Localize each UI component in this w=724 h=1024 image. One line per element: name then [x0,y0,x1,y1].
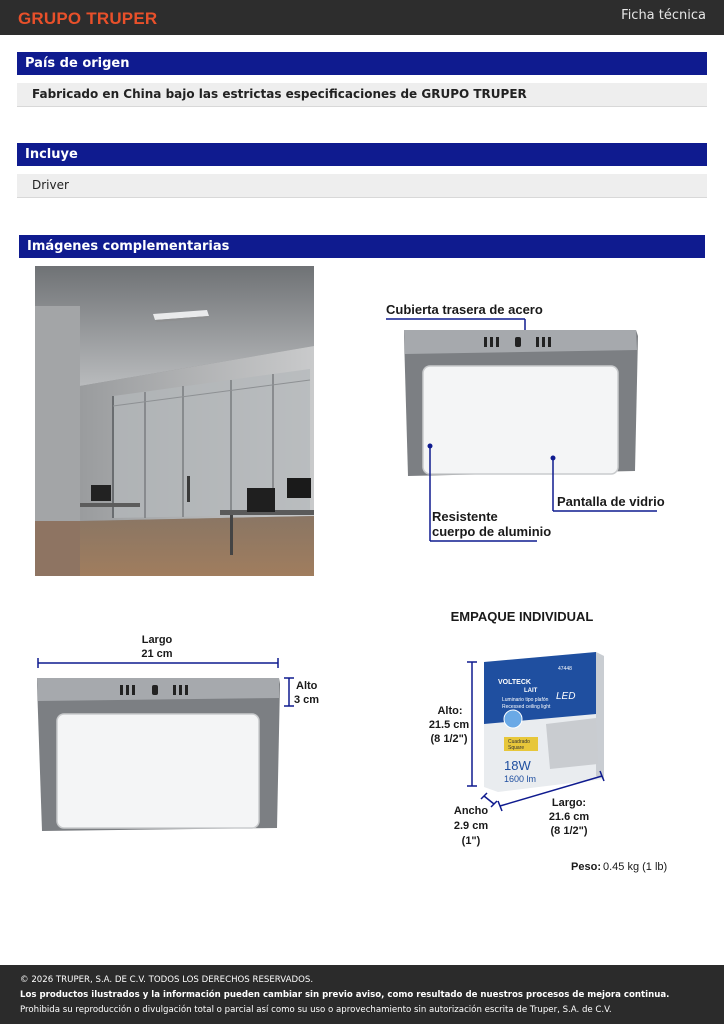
package-largo-in: (8 1/2") [550,825,588,837]
package-alto-cm: 21.5 cm [428,719,470,731]
length-value: 21 cm [141,648,173,660]
box-shape2: Square [508,745,525,751]
package-ancho-cm: 2.9 cm [453,820,489,832]
package-alto-in: (8 1/2") [430,733,468,745]
callout-diagram [380,296,670,552]
section-origin-title: País de origen [17,52,707,75]
package-largo-cm: 21.6 cm [548,811,590,823]
document-type: Ficha técnica [621,8,706,23]
box-shape1: Cuadrado [508,739,530,745]
top-header [0,0,724,35]
page-footer [0,965,724,1024]
package-ancho-in: (1") [461,835,481,847]
package-diagram [418,604,688,876]
callout-glass-screen: Pantalla de vidrio [557,494,665,509]
section-origin-text: Fabricado en China bajo las estrictas especificaciones de GRUPO TRUPER [17,83,707,107]
height-value: 3 cm [294,694,320,706]
package-title: EMPAQUE INDIVIDUAL [450,609,594,624]
footer-copyright: © 2026 TRUPER, S.A. DE C.V. TODOS LOS DERECHOS RESERVADOS. [20,975,314,985]
box-watt: 18W [504,758,531,773]
package-weight-value: 0.45 kg (1 lb) [603,861,668,873]
office-photo [35,266,314,576]
package-weight-label: Peso: [571,861,601,873]
section-images-title: Imágenes complementarias [19,235,705,258]
box-lumen: 1600 lm [504,774,537,784]
box-sub: LAIT [524,688,538,694]
callout-body-line1: Resistente [432,509,498,524]
height-label: Alto [296,680,318,692]
package-ancho-label: Ancho [453,805,489,817]
box-code: 47448 [558,666,572,672]
callout-back-cover: Cubierta trasera de acero [386,302,543,317]
footer-notice: Los productos ilustrados y la información pueden cambiar sin previo aviso, como resultado de nuestros procesos de mejora continua. [20,990,670,1000]
footer-prohibition: Prohibida su reproducción o divulgación total o parcial así como su uso o aprovechamiento sin autorización escrita de Truper, S.A. de C.V. [20,1005,612,1015]
box-led: LED [556,691,576,702]
section-includes-title: Incluye [17,143,707,166]
box-brand: VOLTECK [498,679,531,686]
dimensions-diagram [30,628,330,838]
callout-body-line2: cuerpo de aluminio [432,524,552,539]
package-largo-label: Largo: [551,797,587,809]
section-includes-text: Driver [17,174,707,198]
brand-logo: GRUPO TRUPER [18,9,158,28]
box-desc1: Luminario tipo plafón [502,697,549,703]
package-alto-label: Alto: [437,705,463,717]
length-label: Largo [141,634,173,646]
box-desc2: Recessed ceiling light [502,704,551,710]
